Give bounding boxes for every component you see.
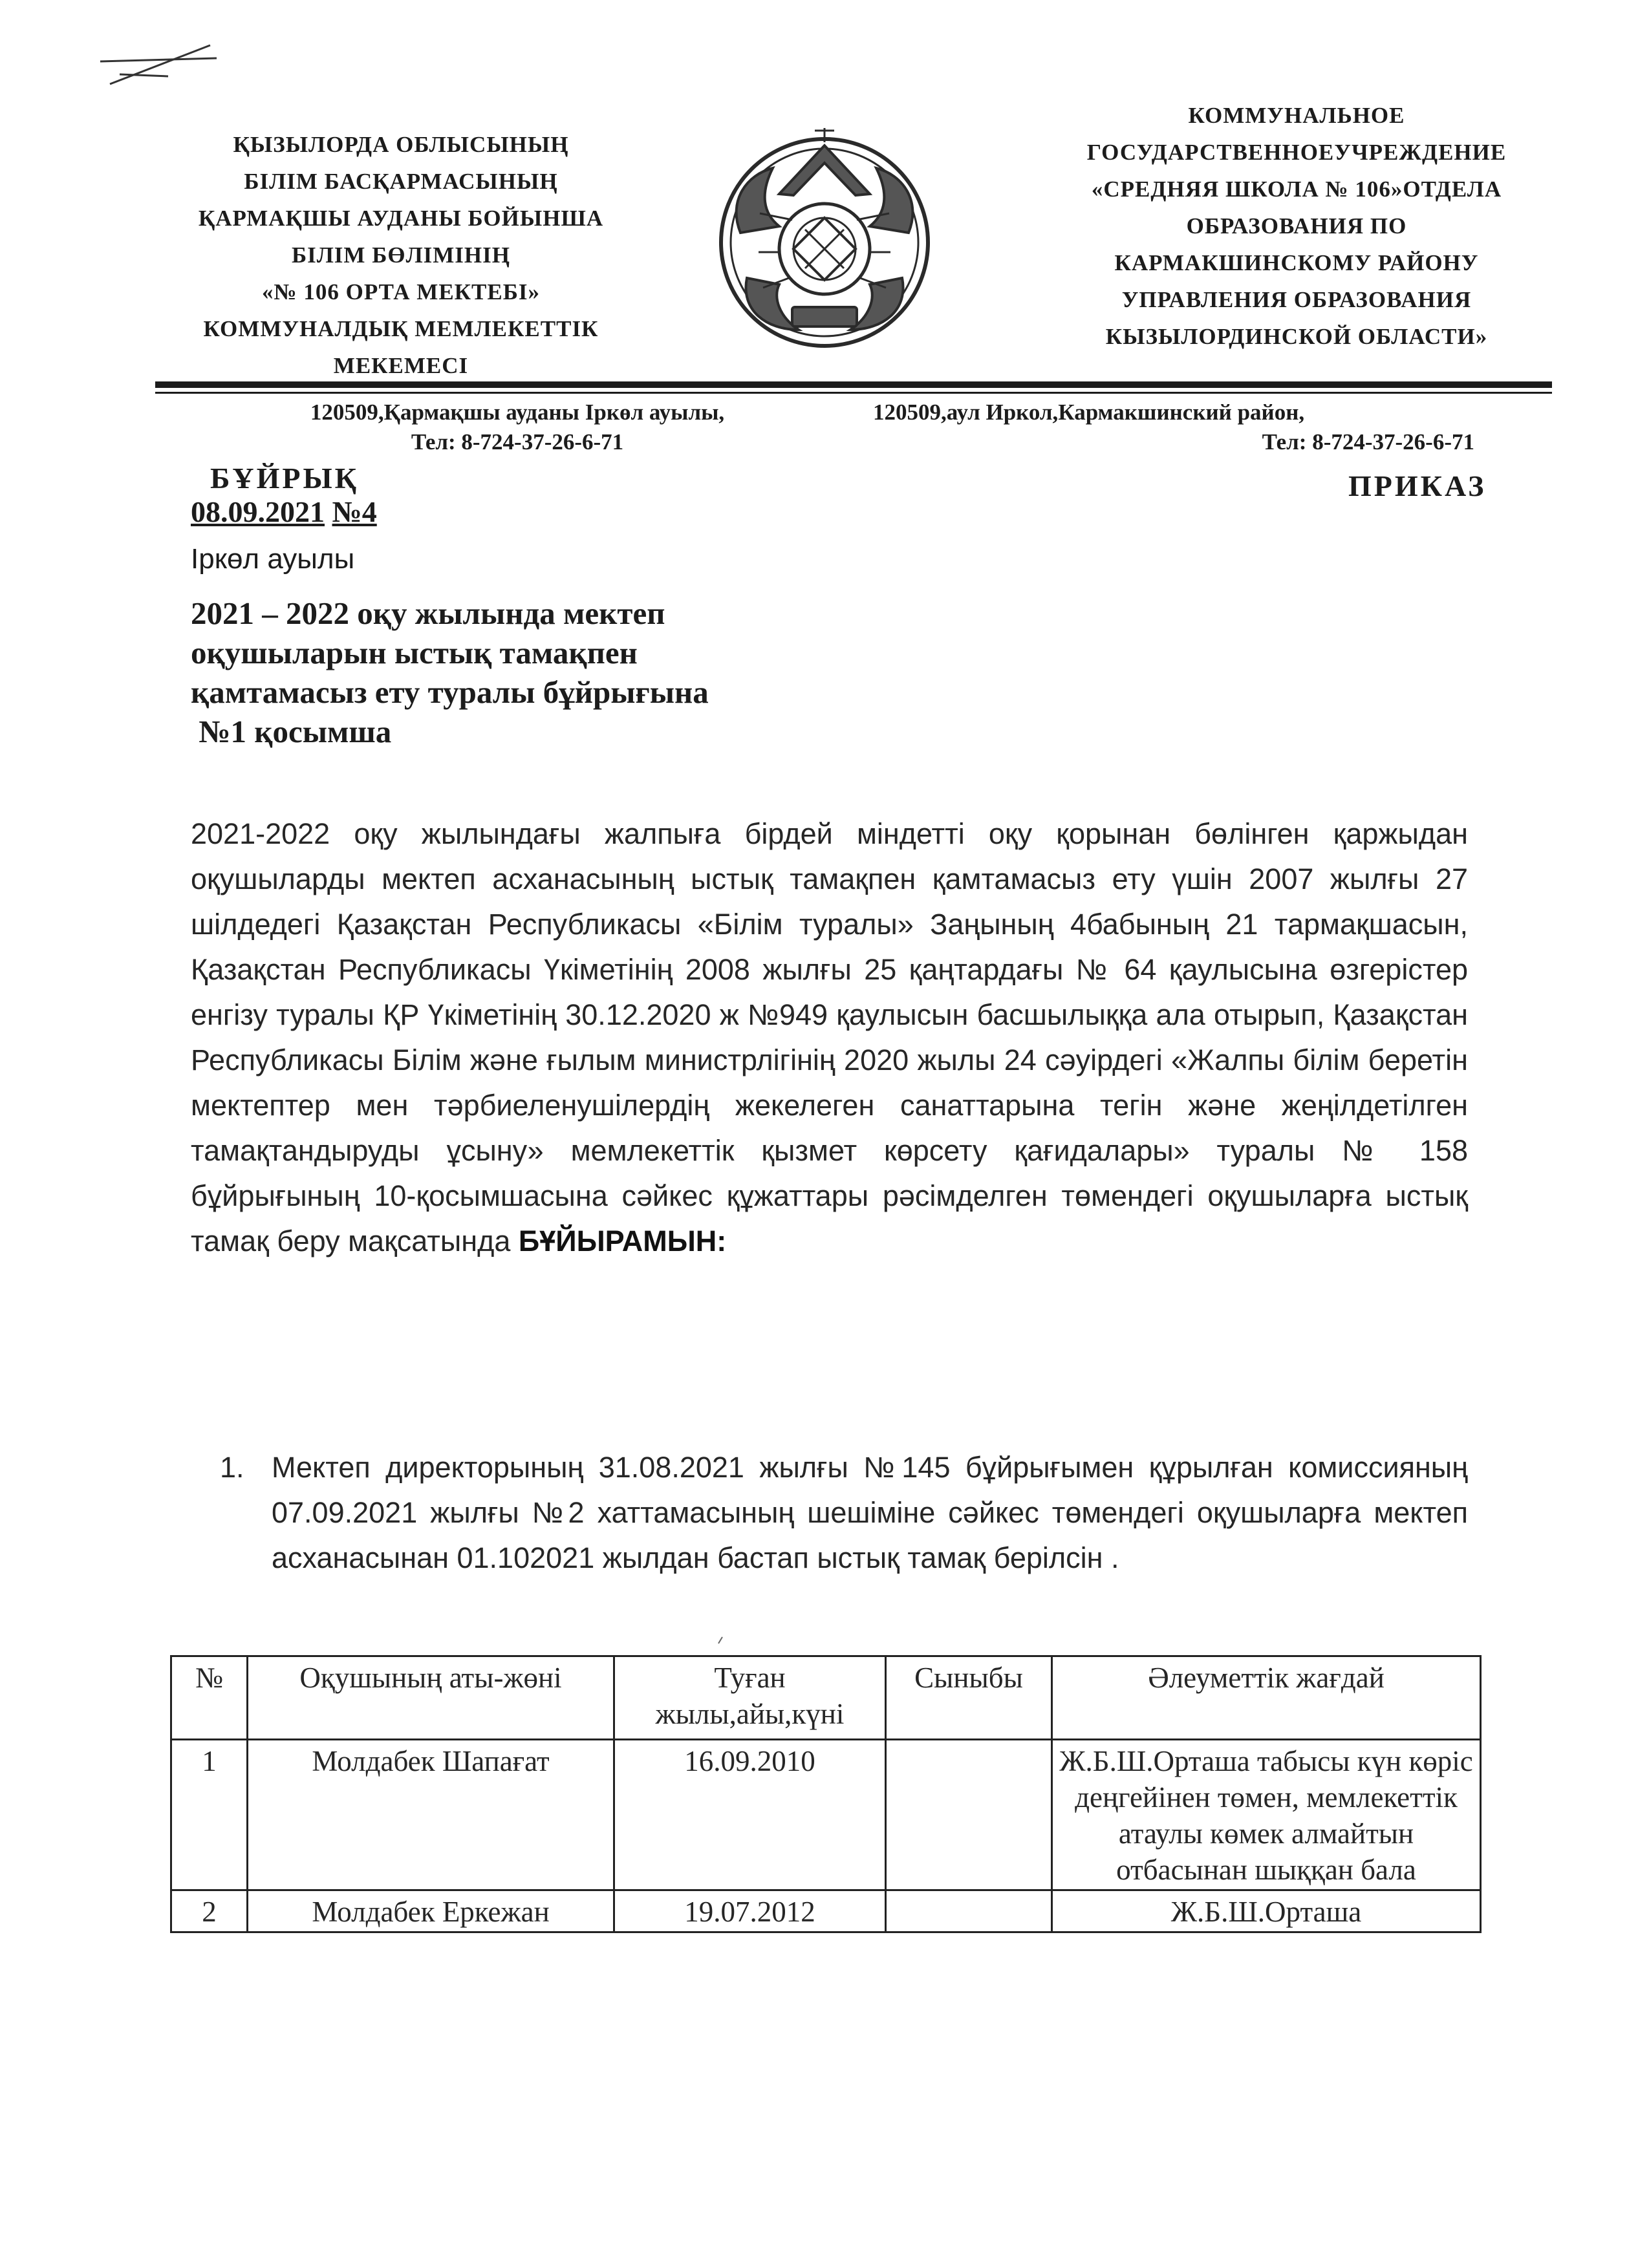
address-kz [194, 398, 841, 457]
header-kz [136, 126, 666, 384]
header-ru-line: ГОСУДАРСТВЕННОЕУЧРЕЖДЕНИЕ [1086, 140, 1507, 165]
header-ru-line: ОБРАЗОВАНИЯ ПО [1186, 213, 1407, 239]
col-header-no: № [171, 1656, 248, 1740]
cell-class [886, 1890, 1052, 1932]
table-header-row [171, 1656, 1481, 1740]
doc-village: Іркөл ауылы [191, 543, 355, 575]
doc-title-ru: ПРИКАЗ [1348, 469, 1487, 502]
header-kz-line: «№ 106 ОРТА МЕКТЕБІ» [261, 279, 541, 305]
col-header-class: Сыныбы [886, 1656, 1052, 1740]
cell-status: Ж.Б.Ш.Орташа [1052, 1890, 1481, 1932]
col-header-status: Әлеуметтік жағдай [1052, 1656, 1481, 1740]
cell-no: 1 [171, 1740, 248, 1890]
body-text: 2021-2022 оқу жылындағы жалпыға бірдей міндетті оқу қорынан бөлінген қаржыдан оқушыларды мектеп асханасының ыстық тамақпен қамтамасыз ету үшін 2007 жылғы 27 шілдедегі Қазақстан Республикасы «Білім туралы» Заңының 4бабының 21 тармақшасын, Қазақстан Республикасы Үкіметінің 2008 жылғы 25 қаңтардағы № 64 қаулысына өзгерістер енгізу туралы ҚР Үкіметінің 30.12.2020 ж №949 қаулысын басшылыққа ала отырып, Қазақстан Республикасы Білім және ғылым министрлігінің 2020 жылы 24 сәуірдегі «Жалпы білім беретін мектептер мен тәрбиеленушілердің жекелеген санаттарына тегін және жеңілдетілген тамақтандыруды ұсыну» мемлекеттік қызмет көрсету қағидалары» туралы № 158 бұйрығының 10-қосымшасына сәйкес құжаттары рәсімделген төмендегі оқушыларға ыстық тамақ беру мақсатында [191, 817, 1468, 1257]
header-kz-line: МЕКЕМЕСІ [333, 353, 469, 378]
order-item-number: 1. [220, 1451, 244, 1484]
order-item-1 [220, 1445, 1468, 1581]
scan-mark [717, 1636, 724, 1645]
body-order-word: БҰЙЫРАМЫН [518, 1225, 717, 1257]
header-kz-line: БІЛІМ БАСҚАРМАСЫНЫҢ [244, 169, 558, 194]
doc-subject-line: №1 қосымша [191, 714, 392, 749]
header-divider-thick [155, 381, 1552, 388]
address-ru [873, 398, 1513, 457]
body-colon: : [717, 1225, 727, 1257]
header-divider-thin [155, 392, 1552, 394]
cell-name: Молдабек Еркежан [248, 1890, 614, 1932]
corner-scribble [97, 39, 220, 91]
doc-subject-line: оқушыларын ыстық тамақпен [191, 635, 638, 670]
doc-subject-line: қамтамасыз ету туралы бұйрығына [191, 674, 709, 710]
state-emblem-icon [702, 123, 947, 362]
body-paragraph [191, 811, 1468, 1264]
header-ru-line: КОММУНАЛЬНОЕ [1188, 103, 1405, 128]
header-ru-line: КАРМАКШИНСКОМУ РАЙОНУ [1114, 250, 1479, 275]
doc-title-kz: БҰЙРЫҚ [210, 462, 360, 495]
phone-kz: Тел: 8-724-37-26-6-71 [411, 429, 624, 455]
header-ru-line: УПРАВЛЕНИЯ ОБРАЗОВАНИЯ [1121, 287, 1472, 312]
address-ru-line: 120509,аул Иркол,Кармакшинский район, [873, 400, 1305, 425]
header-kz-line: ҚЫЗЫЛОРДА ОБЛЫСЫНЫҢ [233, 132, 569, 157]
header-kz-line: КОММУНАЛДЫҚ МЕМЛЕКЕТТІК [203, 316, 599, 341]
doc-date: 08.09.2021 [191, 495, 325, 528]
header-kz-line: БІЛІМ БӨЛІМІНІҢ [291, 242, 511, 268]
doc-subject-line: 2021 – 2022 оқу жылында мектеп [191, 595, 665, 631]
col-header-birth: Туған жылы,айы,күні [614, 1656, 886, 1740]
header-ru-line: «СРЕДНЯЯ ШКОЛА № 106»ОТДЕЛА [1091, 177, 1502, 202]
order-item-text: Мектеп директорының 31.08.2021 жылғы №145 бұйрығымен құрылған комиссияның 07.09.2021 жылғы №2 хаттамасының шешіміне сәйкес төмендегі оқушыларға мектеп асханасынан 01.102021 жылдан бастап ыстық тамақ берілсін . [272, 1451, 1468, 1574]
students-table [170, 1655, 1482, 1933]
table-row [171, 1890, 1481, 1932]
cell-name: Молдабек Шапағат [248, 1740, 614, 1890]
cell-no: 2 [171, 1890, 248, 1932]
header-ru [1009, 97, 1584, 355]
cell-class [886, 1740, 1052, 1890]
doc-subject [191, 594, 1031, 751]
address-kz-line: 120509,Қармақшы ауданы Іркөл ауылы, [310, 400, 725, 425]
doc-number: №4 [332, 495, 377, 528]
cell-birth: 19.07.2012 [614, 1890, 886, 1932]
cell-status: Ж.Б.Ш.Орташа табысы күн көріс деңгейінен төмен, мемлекеттік атаулы көмек алмайтын отбасынан шыққан бала [1052, 1740, 1481, 1890]
cell-birth: 16.09.2010 [614, 1740, 886, 1890]
doc-date-number [191, 495, 377, 529]
phone-ru: Тел: 8-724-37-26-6-71 [1262, 429, 1474, 455]
header-kz-line: ҚАРМАҚШЫ АУДАНЫ БОЙЫНША [198, 206, 604, 231]
col-header-name: Оқушының аты-жөні [248, 1656, 614, 1740]
table-row [171, 1740, 1481, 1890]
header-ru-line: КЫЗЫЛОРДИНСКОЙ ОБЛАСТИ» [1105, 324, 1488, 349]
